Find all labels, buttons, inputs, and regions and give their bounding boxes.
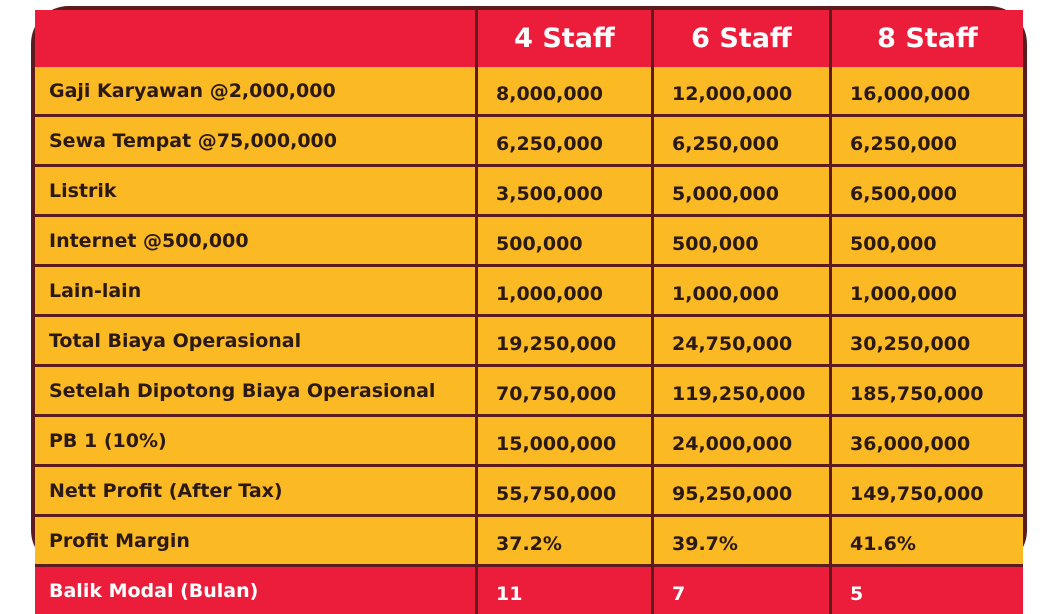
- header-8-staff: 8 Staff: [832, 10, 1023, 67]
- header-6-staff: 6 Staff: [654, 10, 832, 67]
- cell-value: 3,500,000: [478, 167, 654, 217]
- cell-value: 6,250,000: [654, 117, 832, 167]
- cell-value: 5: [832, 567, 1023, 614]
- cell-value: 37.2%: [478, 517, 654, 567]
- cell-value: 185,750,000: [832, 367, 1023, 417]
- cell-value: 24,750,000: [654, 317, 832, 367]
- table-row: [35, 67, 1023, 117]
- table-row: [35, 317, 1023, 367]
- table-row: [35, 367, 1023, 417]
- cell-value: 95,250,000: [654, 467, 832, 517]
- cell-value: 15,000,000: [478, 417, 654, 467]
- header-corner-cell: [35, 10, 478, 67]
- row-label: Total Biaya Operasional: [35, 317, 478, 367]
- cell-value: 5,000,000: [654, 167, 832, 217]
- cost-profit-table: [35, 10, 1023, 614]
- table-header-row: [35, 10, 1023, 67]
- cell-value: 500,000: [654, 217, 832, 267]
- row-label: Nett Profit (After Tax): [35, 467, 478, 517]
- table-row: [35, 117, 1023, 167]
- cell-value: 149,750,000: [832, 467, 1023, 517]
- cell-value: 30,250,000: [832, 317, 1023, 367]
- table-row: [35, 467, 1023, 517]
- cell-value: 6,250,000: [478, 117, 654, 167]
- cell-value: 12,000,000: [654, 67, 832, 117]
- row-label: Gaji Karyawan @2,000,000: [35, 67, 478, 117]
- cell-value: 11: [478, 567, 654, 614]
- cell-value: 8,000,000: [478, 67, 654, 117]
- header-4-staff: 4 Staff: [478, 10, 654, 67]
- cell-value: 19,250,000: [478, 317, 654, 367]
- cell-value: 16,000,000: [832, 67, 1023, 117]
- financial-table-card: [31, 6, 1027, 605]
- cell-value: 500,000: [832, 217, 1023, 267]
- cell-value: 6,500,000: [832, 167, 1023, 217]
- payback-row: [35, 567, 1023, 614]
- table-row: [35, 517, 1023, 567]
- table-row: [35, 167, 1023, 217]
- cell-value: 500,000: [478, 217, 654, 267]
- cell-value: 119,250,000: [654, 367, 832, 417]
- row-label: Listrik: [35, 167, 478, 217]
- cell-value: 39.7%: [654, 517, 832, 567]
- cell-value: 24,000,000: [654, 417, 832, 467]
- table-row: [35, 217, 1023, 267]
- row-label: Sewa Tempat @75,000,000: [35, 117, 478, 167]
- row-label: Balik Modal (Bulan): [35, 567, 478, 614]
- cell-value: 7: [654, 567, 832, 614]
- cell-value: 55,750,000: [478, 467, 654, 517]
- row-label: Setelah Dipotong Biaya Operasional: [35, 367, 478, 417]
- cell-value: 1,000,000: [478, 267, 654, 317]
- cell-value: 1,000,000: [832, 267, 1023, 317]
- cell-value: 41.6%: [832, 517, 1023, 567]
- cell-value: 1,000,000: [654, 267, 832, 317]
- table-row: [35, 267, 1023, 317]
- cell-value: 70,750,000: [478, 367, 654, 417]
- row-label: Lain-lain: [35, 267, 478, 317]
- row-label: Profit Margin: [35, 517, 478, 567]
- row-label: PB 1 (10%): [35, 417, 478, 467]
- cell-value: 6,250,000: [832, 117, 1023, 167]
- table-row: [35, 417, 1023, 467]
- row-label: Internet @500,000: [35, 217, 478, 267]
- cell-value: 36,000,000: [832, 417, 1023, 467]
